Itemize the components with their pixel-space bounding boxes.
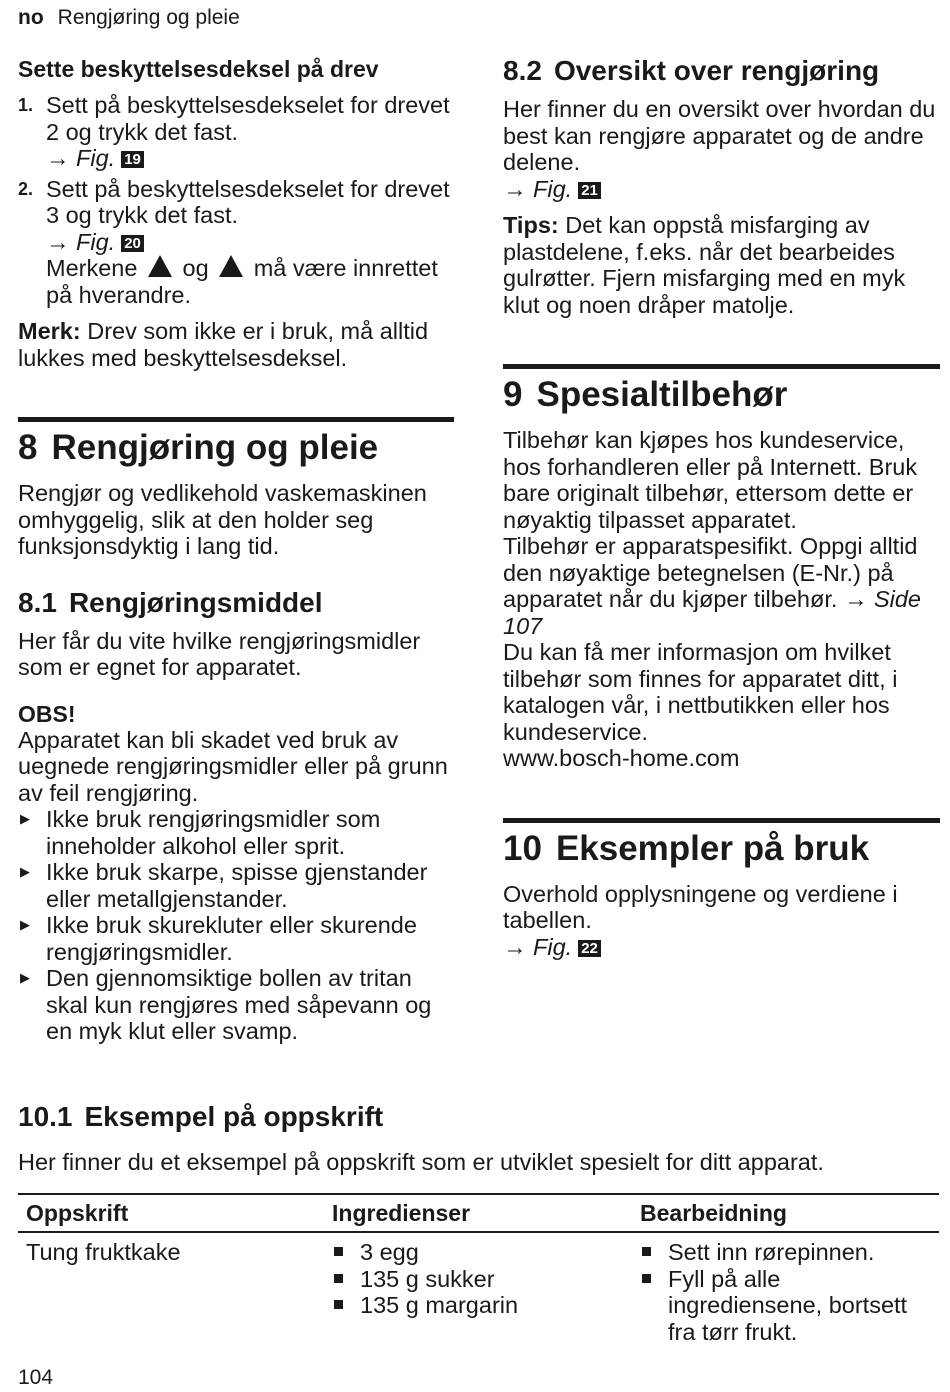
- section-8-2-heading: 8.2 Oversikt over rengjøring: [503, 55, 880, 86]
- square-bullet-icon: [334, 1300, 343, 1309]
- section-10-1-intro: Her finner du et eksempel på oppskrift som er utviklet spesielt for ditt apparat.: [18, 1149, 824, 1175]
- tips-text: Det kan oppstå misfarging av plastdelene, f.eks. når det bearbeides gulrøtter. Fjern misfarging med en myk klut og noen dråper matolje.: [503, 212, 906, 318]
- column-header-ingredients: Ingredienser: [332, 1199, 471, 1226]
- square-bullet-icon: [334, 1274, 343, 1283]
- section-8-1-intro: Her får du vite hvilke rengjøringsmidler som er egnet for apparatet.: [18, 627, 421, 680]
- protect-heading: Sette beskyttelsesdeksel på drev: [18, 56, 379, 82]
- recipe-table: [18, 1193, 939, 1345]
- section-9-paragraph-3: Du kan få mer informasjon om hvilket tilbehør som finnes for apparatet ditt, i katalogen vår, i nettbutikken eller hos kundeservice.: [503, 639, 898, 745]
- bullet-triangle-icon: ▶: [20, 970, 30, 985]
- language-code: no: [18, 6, 44, 29]
- website-link[interactable]: www.bosch-home.com: [503, 745, 740, 771]
- section-10-heading: 10 Eksempler på bruk: [503, 828, 870, 868]
- column-header-processing: Bearbeidning: [640, 1199, 787, 1226]
- steps-list: [18, 92, 454, 308]
- bullet-triangle-icon: ▶: [20, 864, 30, 879]
- right-column: [503, 54, 940, 960]
- list-item: ▶ Ikke bruk skarpe, spisse gjenstander eller metallgjenstander.: [20, 859, 428, 912]
- step-number: 2.: [18, 178, 34, 199]
- running-title: Rengjøring og pleie: [57, 6, 240, 29]
- list-item: 135 g margarin: [332, 1292, 638, 1319]
- note-paragraph: [18, 318, 454, 371]
- section-rule: [18, 417, 454, 422]
- figure-number-badge: 21: [578, 182, 601, 199]
- list-item: Fyll på alle ingrediensene, bortsett fra tørr frukt.: [640, 1266, 939, 1346]
- list-item: Sett inn rørepinnen.: [640, 1239, 939, 1266]
- step-text: Sett på beskyttelsesdekselet for drevet 3 og trykk det fast.: [46, 175, 450, 228]
- figure-reference[interactable]: → Fig. 19: [46, 145, 144, 171]
- warning-text: Apparatet kan bli skadet ved bruk av uegnede rengjøringsmidler eller på grunn av feil rengjøring.: [18, 726, 448, 806]
- figure-number-badge: 19: [121, 151, 144, 168]
- triangle-mark-icon: [219, 255, 243, 277]
- list-item: ▶ Ikke bruk rengjøringsmidler som inneholder alkohol eller sprit.: [20, 806, 381, 859]
- table-row: [18, 1233, 939, 1345]
- square-bullet-icon: [642, 1247, 651, 1256]
- square-bullet-icon: [642, 1274, 651, 1283]
- note-text: Drev som ikke er i bruk, må alltid lukkes med beskyttelsesdeksel.: [18, 318, 429, 371]
- section-8-2-intro: Her finner du en oversikt over hvordan du best kan rengjøre apparatet og de andre delene.: [503, 96, 936, 175]
- figure-reference[interactable]: → Fig. 20: [46, 229, 144, 255]
- figure-reference[interactable]: → Fig. 21: [503, 176, 601, 202]
- list-item: 135 g sukker: [332, 1266, 638, 1293]
- section-9-paragraph-2: Tilbehør er apparatspesifikt. Oppgi alltid den nøyaktige betegnelsen (E-Nr.) på apparatet når du kjøper tilbehør. → Side 107: [503, 533, 922, 639]
- figure-reference[interactable]: → Fig. 22: [503, 934, 601, 960]
- section-8-1-heading: 8.1 Rengjøringsmiddel: [18, 586, 323, 618]
- step-1: [18, 92, 454, 172]
- triangle-mark-icon: [148, 255, 172, 277]
- bullet-triangle-icon: ▶: [20, 917, 30, 932]
- figure-reference-paragraph: [503, 176, 940, 203]
- section-10-intro: Overhold opplysningene og verdiene i tabellen.: [503, 880, 898, 933]
- warning-bullets: [18, 806, 454, 1045]
- ingredients-list: [332, 1239, 638, 1319]
- step-number: 1.: [18, 95, 34, 115]
- step-2: [18, 176, 454, 309]
- note-label: Merk:: [18, 318, 81, 344]
- section-9-heading: 9 Spesialtilbehør: [503, 375, 788, 414]
- section-8-heading: 8 Rengjøring og pleie: [18, 428, 379, 467]
- section-10-1-heading: 10.1 Eksempel på oppskrift: [18, 1101, 384, 1132]
- page-number: 104: [18, 1366, 54, 1389]
- figure-reference-paragraph: [503, 934, 940, 961]
- tips-label: Tips:: [503, 212, 559, 238]
- warning-label: OBS!: [18, 700, 76, 727]
- section-rule: [503, 818, 940, 823]
- cell-processing: [638, 1239, 939, 1345]
- figure-number-badge: 22: [578, 940, 601, 957]
- marks-text-mid: og: [182, 255, 209, 281]
- table-header-row: [18, 1195, 939, 1233]
- bullet-triangle-icon: ▶: [20, 811, 30, 826]
- list-item: ▶ Ikke bruk skurekluter eller skurende rengjøringsmidler.: [20, 912, 417, 965]
- left-column: [18, 54, 454, 1045]
- tips-paragraph: [503, 212, 940, 318]
- section-8-intro: Rengjør og vedlikehold vaskemaskinen omhyggelig, slik at den holder seg funksjonsdyktig i lang tid.: [18, 480, 427, 559]
- list-item: 3 egg: [332, 1239, 638, 1266]
- column-header-recipe: Oppskrift: [26, 1199, 129, 1226]
- list-item: ▶ Den gjennomsiktige bollen av tritan skal kun rengjøres med såpevann og en myk klut eller svamp.: [20, 965, 432, 1044]
- marks-text-pre: Merkene: [46, 255, 138, 281]
- cell-recipe-name: Tung fruktkake: [26, 1239, 181, 1265]
- step-text: Sett på beskyttelsesdekselet for drevet 2 og trykk det fast.: [46, 92, 450, 145]
- marks-text-post: må være innrettet på hverandre.: [46, 255, 438, 308]
- figure-number-badge: 20: [121, 235, 144, 252]
- section-rule: [503, 364, 940, 369]
- running-header: [18, 6, 240, 30]
- section-9-paragraph-1: Tilbehør kan kjøpes hos kundeservice, hos forhandleren eller på Internett. Bruk bare originalt tilbehør, ettersom dette er nøyaktig tilpasset apparatet.: [503, 427, 918, 533]
- processing-list: [640, 1239, 939, 1345]
- cell-ingredients: [328, 1239, 638, 1345]
- page-reference-link[interactable]: → Side 107: [503, 586, 922, 639]
- square-bullet-icon: [334, 1247, 343, 1256]
